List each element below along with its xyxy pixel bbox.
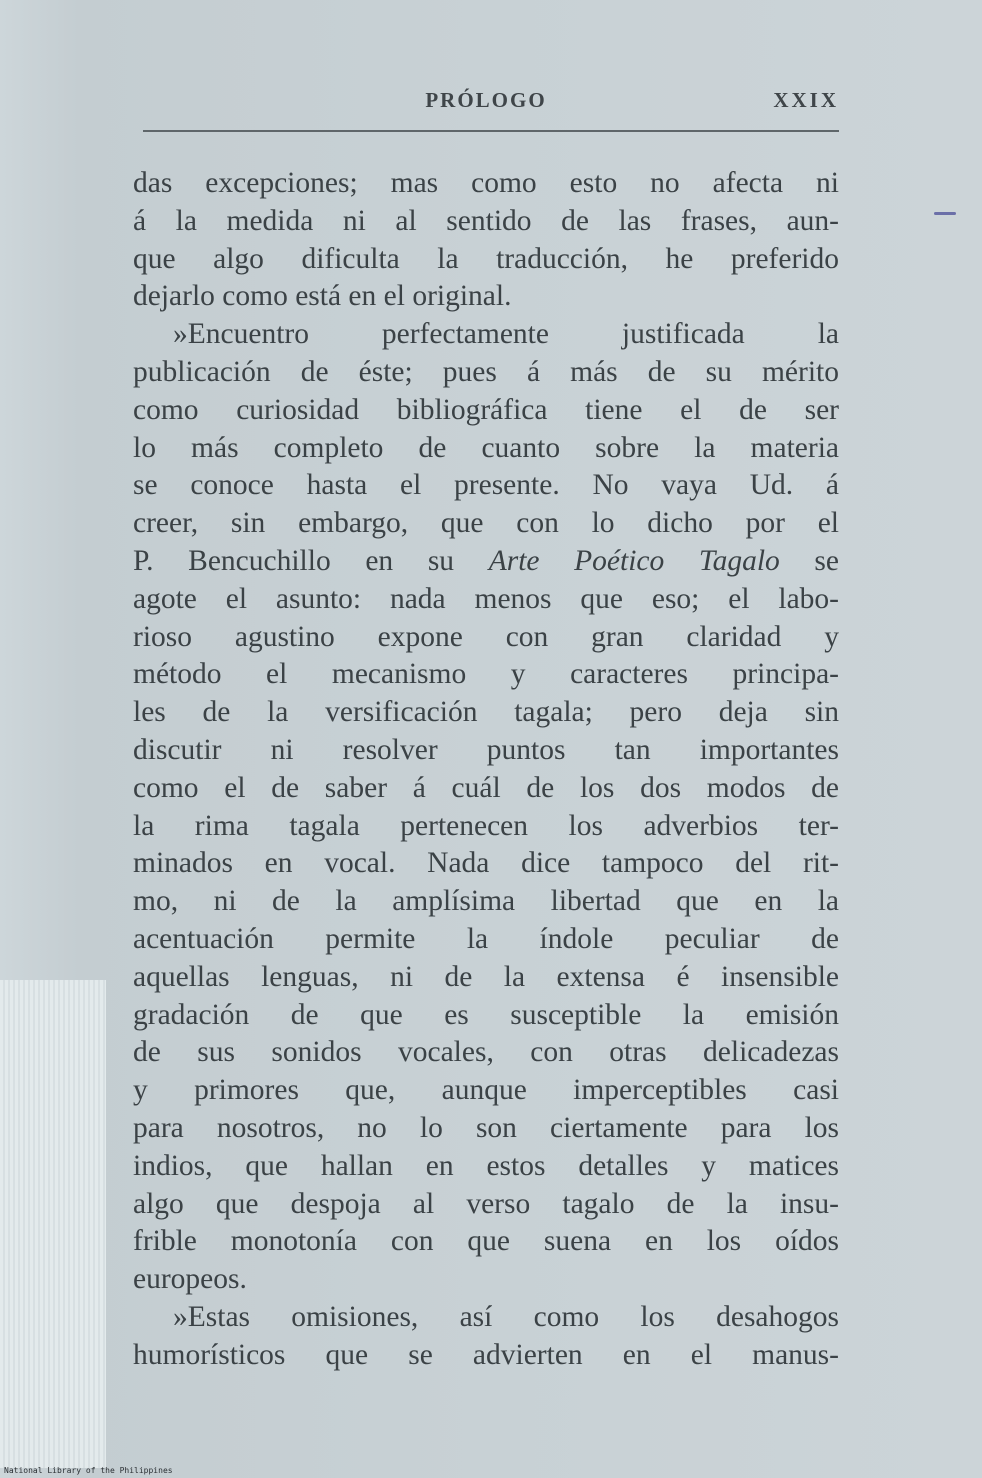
text-line: [133, 959, 839, 997]
running-title: PRÓLOGO: [425, 88, 547, 112]
text-line: [133, 203, 839, 241]
text-line: [133, 430, 839, 468]
text-line: [133, 278, 839, 316]
text-line-content: dejarlo como está en el original.: [133, 280, 512, 313]
text-line-content: como el de saber á cuál de los dos modos de: [133, 771, 839, 804]
text-line: [133, 1034, 839, 1072]
text-line: [133, 1072, 839, 1110]
text-line: [133, 1223, 839, 1261]
text-line-content: P. Bencuchillo en su: [133, 544, 489, 577]
text-line-tail: se: [779, 544, 839, 577]
text-line: [133, 467, 839, 505]
text-line-content: aquellas lenguas, ni de la extensa é insensible: [133, 960, 839, 993]
text-line-content: minados en vocal. Nada dice tampoco del rit-: [133, 847, 839, 880]
header-rule: [143, 130, 839, 132]
text-line-content: y primores que, aunque imperceptibles casi: [133, 1074, 839, 1107]
text-line: [133, 732, 839, 770]
text-line: [133, 921, 839, 959]
text-line: [133, 1148, 839, 1186]
text-line-content: acentuación permite la índole peculiar de: [133, 922, 839, 955]
text-line-content: la rima tagala pertenecen los adverbios ter-: [133, 809, 839, 842]
text-line-content: mo, ni de la amplísima libertad que en la: [133, 885, 839, 918]
text-line: [133, 1186, 839, 1224]
text-line-content: publicación de éste; pues á más de su mérito: [133, 355, 839, 388]
text-line-content: como curiosidad bibliográfica tiene el de ser: [133, 393, 839, 426]
text-line: [133, 392, 839, 430]
text-line: [133, 241, 839, 279]
text-line-content: das excepciones; mas como esto no afecta ni: [133, 167, 839, 199]
text-line-content: algo que despoja al verso tagalo de la insu-: [133, 1187, 839, 1220]
ink-mark: [934, 212, 956, 215]
text-line-content: lo más completo de cuanto sobre la materia: [133, 431, 839, 464]
text-line: [133, 619, 839, 657]
text-line: [133, 1337, 839, 1375]
text-line: [133, 316, 839, 354]
text-line: [133, 656, 839, 694]
text-line-content: »Estas omisiones, así como los desahogos: [173, 1300, 839, 1333]
text-line-content: indios, que hallan en estos detalles y matices: [133, 1149, 839, 1182]
text-line-content: se conoce hasta el presente. No vaya Ud. á: [133, 469, 839, 502]
text-line-content: humorísticos que se advierten en el manus-: [133, 1338, 839, 1371]
book-title-italic: Arte Poético Tagalo: [488, 544, 780, 577]
text-line: [133, 1299, 839, 1337]
running-header: [133, 80, 839, 120]
library-watermark: National Library of the Philippines: [4, 1466, 173, 1475]
body-text: [133, 165, 839, 1375]
text-line-content: rioso agustino expone con gran claridad y: [133, 620, 839, 653]
scan-edge-strip: [0, 980, 106, 1468]
text-line-content: que algo dificulta la traducción, he preferido: [133, 242, 839, 275]
text-line: [133, 770, 839, 808]
text-line-content: europeos.: [133, 1263, 247, 1296]
text-line: [133, 1110, 839, 1148]
text-line: [133, 694, 839, 732]
text-line-content: para nosotros, no lo son ciertamente para los: [133, 1111, 839, 1144]
text-line-content: les de la versificación tagala; pero deja sin: [133, 696, 839, 729]
text-line-content: gradación de que es susceptible la emisión: [133, 998, 839, 1031]
text-line-content: »Encuentro perfectamente justificada la: [173, 318, 839, 351]
text-line-content: frible monotonía con que suena en los oídos: [133, 1225, 839, 1258]
book-page: [133, 80, 839, 1371]
text-line-content: discutir ni resolver puntos tan importantes: [133, 733, 839, 766]
text-line: [133, 165, 839, 203]
text-line: [133, 354, 839, 392]
text-line: [133, 543, 839, 581]
text-line: [133, 883, 839, 921]
text-line: [133, 505, 839, 543]
text-line-content: creer, sin embargo, que con lo dicho por el: [133, 507, 839, 540]
text-line-content: de sus sonidos vocales, con otras delicadezas: [133, 1036, 839, 1069]
text-line: [133, 808, 839, 846]
page-number: XXIX: [773, 88, 839, 112]
text-line-content: agote el asunto: nada menos que eso; el labo-: [133, 582, 839, 615]
text-line: [133, 997, 839, 1035]
text-line-content: á la medida ni al sentido de las frases, aun-: [133, 204, 839, 237]
text-line: [133, 581, 839, 619]
text-line: [133, 845, 839, 883]
text-line-content: método el mecanismo y caracteres principa-: [133, 658, 839, 691]
text-line: [133, 1261, 839, 1299]
